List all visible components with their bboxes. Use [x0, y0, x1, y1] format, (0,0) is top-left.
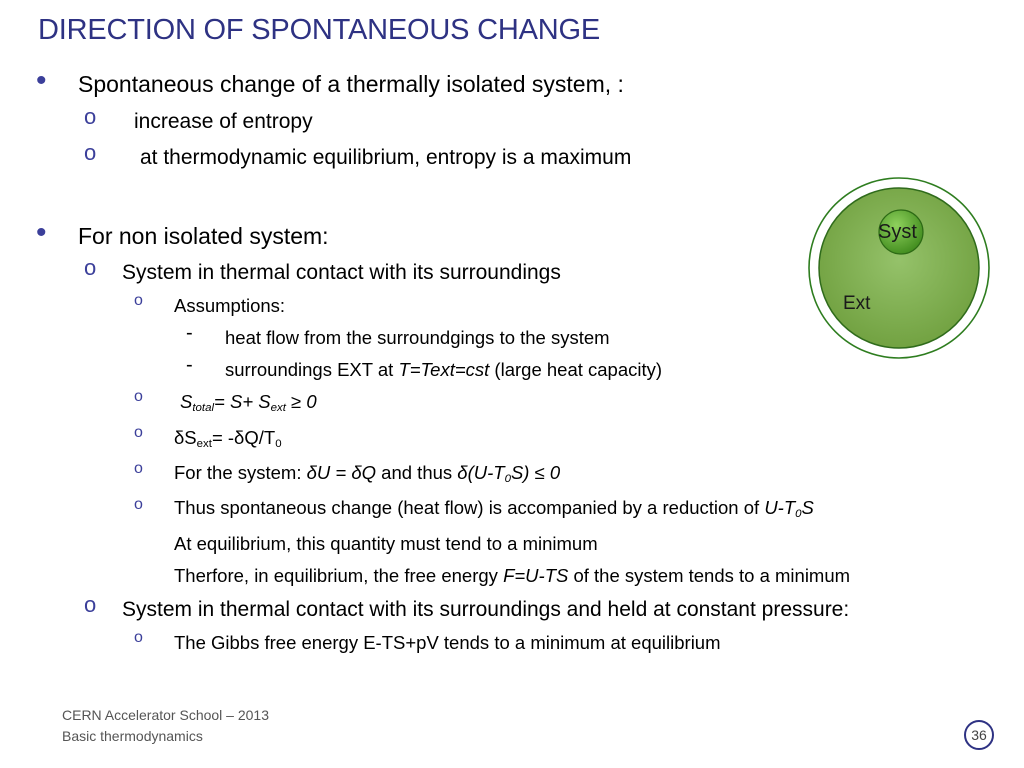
gibbs-free-energy-statement: The Gibbs free energy E-TS+pV tends to a minimum at equilibrium — [174, 632, 721, 653]
sub-bullet-entropy-maximum: at thermodynamic equilibrium, entropy is a maximum — [140, 146, 632, 169]
dash-marker: - — [186, 354, 193, 376]
sub-bullet-marker: o — [84, 104, 97, 129]
slide-title: DIRECTION OF SPONTANEOUS CHANGE — [38, 14, 601, 46]
bullet-marker: • — [36, 64, 47, 97]
level3-marker: o — [134, 292, 143, 309]
bullet-marker: • — [36, 216, 47, 249]
equilibrium-minimum-statement: At equilibrium, this quantity must tend to a minimum — [174, 533, 598, 554]
diagram-svg — [808, 176, 998, 366]
footer-school: CERN Accelerator School – 2013 — [62, 707, 269, 723]
sub-bullet-thermal-contact: System in thermal contact with its surroundings — [122, 261, 561, 284]
assumptions-label: Assumptions: — [174, 295, 286, 316]
level3-marker: o — [134, 629, 143, 646]
sub-bullet-marker: o — [84, 592, 97, 617]
free-energy-statement: Therfore, in equilibrium, the free energy F=U-TS of the system tends to a minimum — [174, 565, 851, 586]
dash-marker: - — [186, 322, 193, 344]
equation-s-total: $S_{total}= S+ S_{ext} \ge 0$ — [180, 391, 317, 414]
page-number: 36 — [964, 720, 994, 750]
assumption-surroundings: surroundings EXT at T=Text=cst (large heat capacity) — [225, 359, 663, 380]
sub-bullet-marker: o — [84, 140, 97, 165]
level3-marker: o — [134, 388, 143, 405]
system-surroundings-diagram — [808, 176, 998, 371]
equation-ds-ext: $\delta S_{ext}= -\delta Q/T_0$ — [174, 427, 282, 450]
assumption-heat-flow: heat flow from the surroundgings to the system — [225, 327, 610, 348]
equation-for-system: For the system: δU = δQ and thus $\delta(U-T_0S) \le 0$ — [174, 462, 561, 485]
bullet-non-isolated-system: For non isolated system: — [78, 223, 329, 249]
level3-marker: o — [134, 424, 143, 441]
sub-bullet-marker: o — [84, 255, 97, 280]
syst-label: Syst — [878, 221, 917, 243]
level3-marker: o — [134, 460, 143, 477]
spontaneous-change-statement: Thus spontaneous change (heat flow) is accompanied by a reduction of $U-T_0S$ — [174, 497, 814, 520]
bullet-isolated-system: Spontaneous change of a thermally isolated system, : — [78, 71, 624, 97]
sub-bullet-constant-pressure: System in thermal contact with its surroundings and held at constant pressure: — [122, 598, 850, 621]
footer-course: Basic thermodynamics — [62, 728, 203, 744]
sub-bullet-entropy-increase: increase of entropy — [134, 110, 313, 133]
level3-marker: o — [134, 496, 143, 513]
ext-label: Ext — [843, 293, 871, 314]
